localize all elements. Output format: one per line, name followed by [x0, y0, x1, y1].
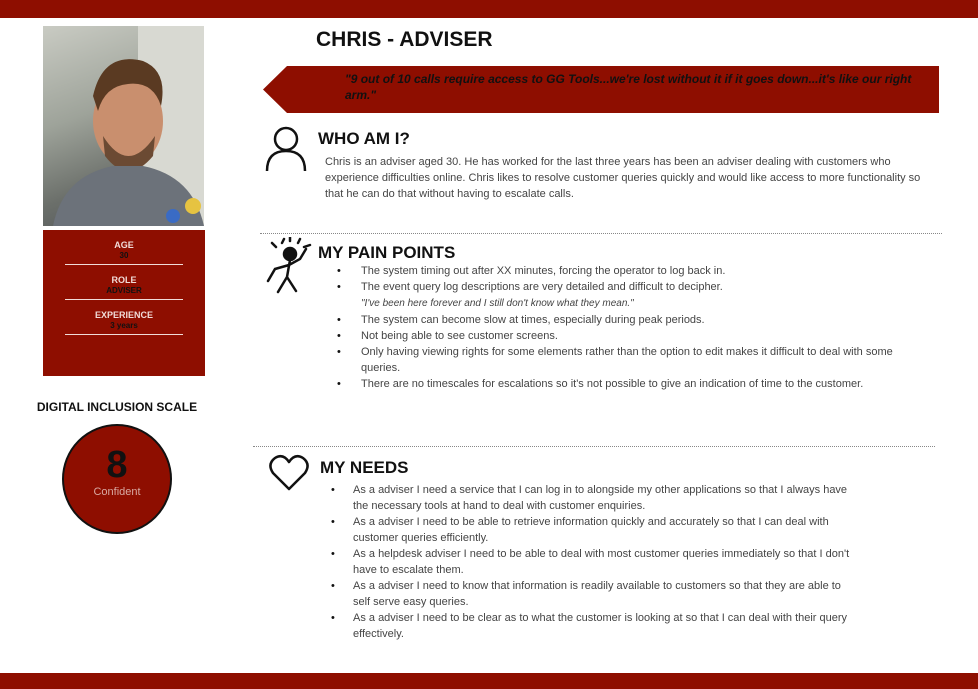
list-item: [337, 376, 897, 392]
inclusion-level: Confident: [93, 486, 141, 498]
list-item: [337, 328, 897, 344]
pain-points-list: [337, 263, 897, 392]
inclusion-score-circle: [62, 424, 172, 534]
inclusion-score: 8: [106, 444, 128, 486]
heart-icon: [269, 454, 309, 492]
list-item: [331, 514, 851, 546]
list-item: [337, 279, 897, 312]
profile-info-box: [43, 230, 205, 376]
pain-point-text: Only having viewing rights for some elements rather than the option to edit makes it difficult to deal with some queries.: [361, 346, 893, 374]
pain-heading: MY PAIN POINTS: [318, 243, 456, 262]
age-value: 30: [119, 251, 129, 260]
top-bar: [0, 0, 978, 18]
divider: [65, 264, 183, 265]
pain-point-text: There are no timescales for escalations so it's not possible to give an indication of time to the customer.: [361, 378, 864, 390]
divider: [65, 334, 183, 335]
needs-heading: MY NEEDS: [320, 458, 409, 477]
list-item: [331, 610, 851, 642]
page-title: CHRIS - ADVISER: [316, 28, 493, 51]
list-item: [331, 482, 851, 514]
list-item: [331, 578, 851, 610]
inclusion-title: DIGITAL INCLUSION SCALE: [36, 400, 198, 414]
need-text: As a helpdesk adviser I need to be able to deal with most customer queries immediately so that I don't have to escalate them.: [353, 548, 850, 576]
pain-point-text: The system can become slow at times, especially during peak periods.: [361, 314, 705, 326]
who-heading: WHO AM I?: [318, 129, 410, 148]
need-text: As a adviser I need to know that information is readily available to customers so that they are able to self serve easy queries.: [353, 580, 841, 608]
experience-label: EXPERIENCE: [94, 310, 154, 320]
pain-subquote: "I've been here forever and I still don't know what they mean.": [361, 298, 634, 309]
experience-value: 3 years: [110, 321, 138, 330]
needs-list: [331, 482, 851, 642]
list-item: [337, 344, 897, 376]
pain-point-text: The event query log descriptions are very detailed and difficult to decipher.: [361, 281, 723, 293]
list-item: [337, 312, 897, 328]
need-text: As a adviser I need to be able to retrieve information quickly and accurately so that I can deal with customer queries efficiently.: [353, 516, 829, 544]
age-label: AGE: [114, 240, 134, 250]
role-label: ROLE: [111, 275, 137, 285]
pain-point-text: The system timing out after XX minutes, forcing the operator to log back in.: [361, 265, 726, 277]
list-item: [337, 263, 897, 279]
persona-photo: [43, 26, 204, 226]
pain-point-text: Not being able to see customer screens.: [361, 330, 558, 342]
need-text: As a adviser I need a service that I can log in to alongside my other applications so that I always have the necessary tools at hand to deal with customer enquiries.: [353, 484, 848, 512]
who-text: Chris is an adviser aged 30. He has worked for the last three years has been an adviser dealing with customers who experience difficulties online. Chris likes to resolve customer queries quickly and would like access to more functionality so that he can do that without having to escalate calls.: [325, 156, 921, 200]
persona-quote: "9 out of 10 calls require access to GG Tools...we're lost without it if it goes down...it's like our right arm.": [345, 72, 912, 102]
bottom-bar: [0, 673, 978, 689]
need-text: As a adviser I need to be clear as to what the customer is looking at so that I can deal with their query effectively.: [353, 612, 848, 640]
list-item: [331, 546, 851, 578]
divider: [65, 299, 183, 300]
person-icon: [264, 126, 308, 172]
divider: [253, 446, 935, 447]
role-value: ADVISER: [106, 286, 142, 295]
stressed-figure-icon: [260, 237, 314, 299]
divider: [260, 233, 942, 234]
